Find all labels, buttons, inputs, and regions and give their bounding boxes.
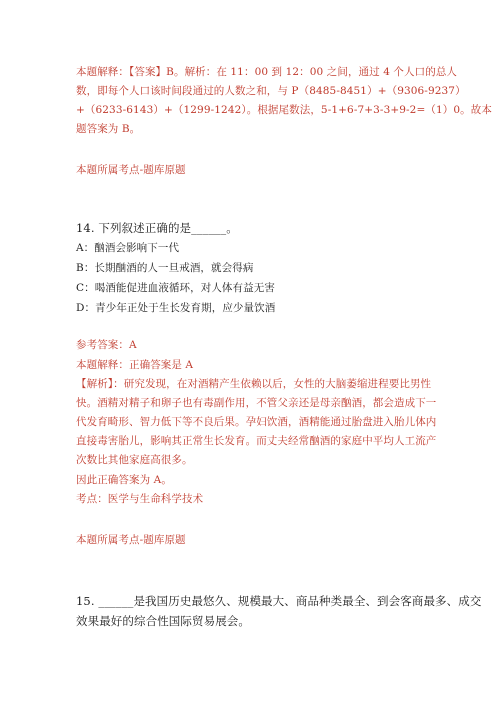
question-14: 14. 下列叙述正确的是______。	[76, 221, 238, 235]
option-d: D：青少年正处于生长发育期，应少量饮酒	[76, 302, 276, 314]
explanation-title: 本题解释：正确答案是 A	[76, 359, 194, 371]
analysis-line: 【解析】：研究发现，在对酒精产生依赖以后，女性的大脑萎缩进程要比男性	[76, 378, 432, 390]
topic-source: 本题所属考点-题库原题	[76, 534, 186, 546]
analysis-line: 直接毒害胎儿，影响其正常生长发育。而丈夫经常酗酒的家庭中平均人工流产	[76, 435, 437, 447]
analysis-line: 次数比其他家庭高很多。	[76, 454, 193, 466]
option-c: C：喝酒能促进血液循环，对人体有益无害	[76, 282, 275, 294]
explanation-line: 本题解释：【答案】B。解析：在 11：00 到 12：00 之间，通过 4 个人口的总人	[76, 66, 458, 78]
knowledge-point: 考点：医学与生命科学技术	[76, 493, 204, 505]
correct-answer-line: 因此正确答案为 A。	[76, 474, 172, 486]
analysis-line: 快。酒精对精子和卵子也有毒副作用，不管父亲还是母亲酗酒，都会造成下一	[76, 397, 437, 409]
explanation-line: +（6233-6143）+（1299-1242）。根据尾数法，5-1+6-7+3-3+9-2=（1）0。故本	[76, 104, 492, 116]
topic-source: 本题所属考点-题库原题	[76, 164, 186, 176]
option-a: A：酗酒会影响下一代	[76, 242, 180, 254]
question-15-line: 效果最好的综合性国际贸易展会。	[76, 614, 250, 628]
analysis-line: 代发育畸形、智力低下等不良后果。孕妇饮酒，酒精能通过胎盘进入胎儿体内	[76, 416, 437, 428]
explanation-line: 数，即每个人口该时间段通过的人数之和，与 P（8485-8451）+（9306-9237）	[76, 85, 466, 97]
question-15-line: 15. ______是我国历史最悠久、规模最大、商品种类最全、到会客商最多、成交	[76, 594, 482, 608]
option-b: B：长期酗酒的人一旦戒酒，就会得病	[76, 262, 254, 274]
explanation-line: 题答案为 B。	[76, 123, 141, 135]
reference-answer: 参考答案：A	[76, 339, 137, 351]
